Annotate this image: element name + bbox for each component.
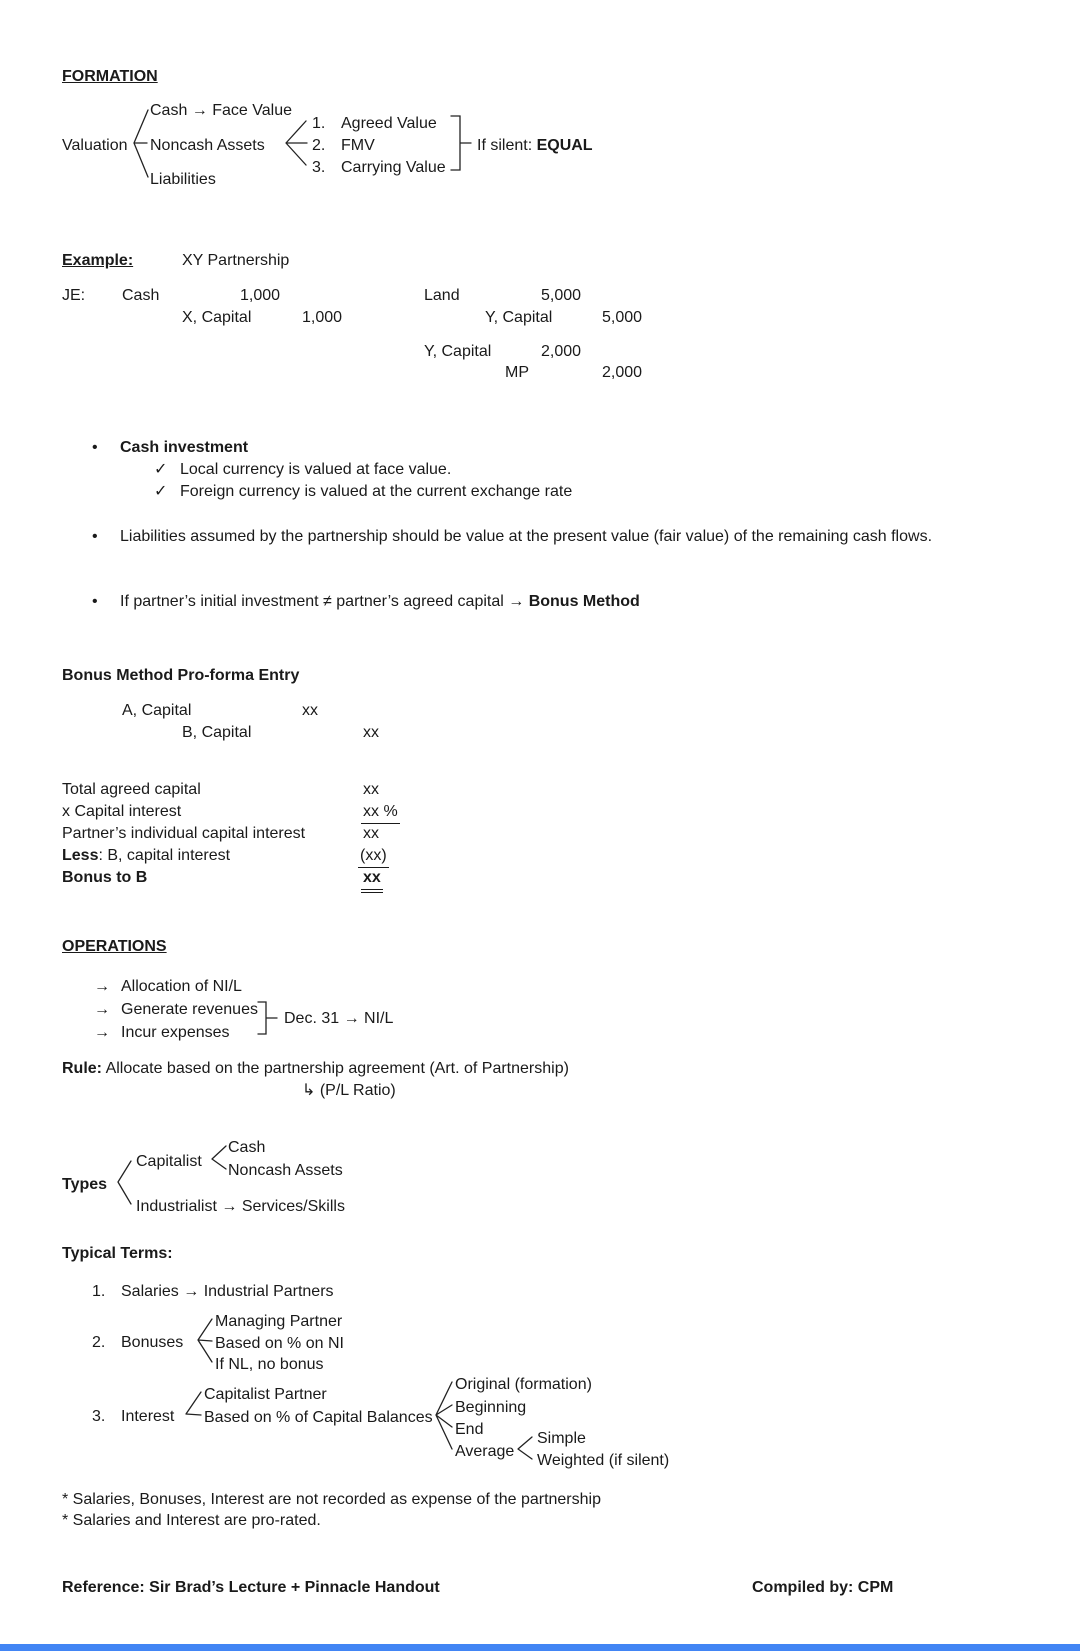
typical-terms-heading: Typical Terms: bbox=[62, 1245, 173, 1262]
schedule-total-label: Bonus to B bbox=[62, 869, 148, 886]
capitalist-item: Cash bbox=[228, 1139, 266, 1156]
valuation-fan-lines bbox=[134, 110, 148, 177]
bonuses-branch: If NL, no bonus bbox=[215, 1356, 324, 1373]
footnote: * Salaries, Bonuses, Interest are not recorded as expense of the partnership bbox=[62, 1491, 601, 1508]
cash-investment-title: Cash investment bbox=[120, 439, 249, 456]
operations-brace-note: Dec. 31 → NI/L bbox=[284, 1010, 394, 1027]
bonus-rule-prefix: If partner’s initial investment ≠ partner’s agreed capital → bbox=[120, 593, 529, 610]
types-fan-lines bbox=[118, 1161, 131, 1204]
noncash-item-text: Agreed Value bbox=[341, 115, 437, 132]
rule-text: Allocate based on the partnership agreement (Art. of Partnership) bbox=[102, 1060, 569, 1077]
balance-option: Original (formation) bbox=[455, 1376, 592, 1393]
average-option: Weighted (if silent) bbox=[537, 1452, 670, 1469]
average-option: Simple bbox=[537, 1430, 586, 1447]
types-industrialist: Industrialist → Services/Skills bbox=[136, 1198, 345, 1215]
je1-debit-account: Cash bbox=[122, 287, 160, 304]
check-icon: ✓ bbox=[154, 461, 168, 478]
term-salaries: Salaries → Industrial Partners bbox=[121, 1283, 334, 1300]
noncash-fan-lines bbox=[286, 121, 307, 165]
je2-debit-account: Land bbox=[424, 287, 460, 304]
valuation-root: Valuation bbox=[62, 137, 128, 154]
balances-fan-lines bbox=[436, 1382, 452, 1449]
formation-heading: FORMATION bbox=[62, 68, 158, 85]
schedule-row-amount: (xx) bbox=[358, 845, 389, 868]
term-bonuses: Bonuses bbox=[121, 1334, 184, 1351]
valuation-noncash-branch: Noncash Assets bbox=[150, 137, 265, 154]
valuation-liabilities-branch: Liabilities bbox=[150, 171, 216, 188]
schedule-row-amount: xx bbox=[363, 825, 379, 842]
je3-debit-amount: 2,000 bbox=[541, 343, 582, 360]
liabilities-note: Liabilities assumed by the partnership should be value at the present value (fair value) of the remaining cash flows. bbox=[120, 528, 933, 545]
operations-item: Allocation of NI/L bbox=[121, 978, 242, 995]
valuation-bracket bbox=[451, 116, 471, 170]
schedule-total-amount: xx bbox=[361, 867, 383, 893]
arrow-icon: → bbox=[94, 1024, 110, 1041]
capitalist-fan-lines bbox=[212, 1146, 226, 1169]
term-number: 2. bbox=[92, 1334, 106, 1351]
bonus-credit-account: B, Capital bbox=[182, 724, 252, 741]
capitalist-item: Noncash Assets bbox=[228, 1162, 343, 1179]
noncash-item-text: Carrying Value bbox=[341, 159, 446, 176]
bullet-icon: • bbox=[92, 528, 98, 545]
silent-note-prefix: If silent: bbox=[477, 137, 537, 154]
je2-credit-amount: 5,000 bbox=[602, 309, 643, 326]
operations-bracket bbox=[258, 1002, 277, 1034]
silent-note bbox=[477, 135, 593, 156]
cash-investment-point: Local currency is valued at face value. bbox=[180, 461, 452, 478]
schedule-row-label: x Capital interest bbox=[62, 803, 182, 820]
less-word: Less bbox=[62, 847, 99, 864]
je-label: JE: bbox=[62, 287, 86, 304]
noncash-item-text: FMV bbox=[341, 137, 375, 154]
bonus-credit-amount: xx bbox=[363, 724, 379, 741]
rule-sub-note: ↳ (P/L Ratio) bbox=[302, 1082, 396, 1099]
term-interest: Interest bbox=[121, 1408, 175, 1425]
bonuses-branch: Based on % on NI bbox=[215, 1335, 344, 1352]
cash-investment-point: Foreign currency is valued at the current exchange rate bbox=[180, 483, 573, 500]
footer-compiled-by: Compiled by: CPM bbox=[752, 1579, 894, 1596]
rule-label: Rule: bbox=[62, 1060, 102, 1077]
bonuses-fan-lines bbox=[198, 1319, 212, 1362]
arrow-icon: → bbox=[94, 1001, 110, 1018]
noncash-item-num: 1. bbox=[312, 115, 326, 132]
noncash-item-num: 3. bbox=[312, 159, 326, 176]
operations-item: Generate revenues bbox=[121, 1001, 258, 1018]
less-rest: : B, capital interest bbox=[98, 847, 231, 864]
interest-branch: Based on % of Capital Balances bbox=[204, 1409, 433, 1426]
check-icon: ✓ bbox=[154, 483, 168, 500]
average-fan-lines bbox=[518, 1437, 532, 1459]
schedule-row-amount: xx % bbox=[361, 801, 400, 824]
example-name: XY Partnership bbox=[182, 252, 290, 269]
operations-item: Incur expenses bbox=[121, 1024, 230, 1041]
bonus-rule-line bbox=[120, 591, 640, 612]
je2-debit-amount: 5,000 bbox=[541, 287, 582, 304]
je1-credit-account: X, Capital bbox=[182, 309, 252, 326]
interest-fan-lines bbox=[186, 1392, 201, 1415]
je3-credit-amount: 2,000 bbox=[602, 364, 643, 381]
balance-option: End bbox=[455, 1421, 484, 1438]
footnote: * Salaries and Interest are pro-rated. bbox=[62, 1512, 321, 1529]
je2-credit-account: Y, Capital bbox=[485, 309, 553, 326]
noncash-item-num: 2. bbox=[312, 137, 326, 154]
term-number: 1. bbox=[92, 1283, 106, 1300]
je3-credit-account: MP bbox=[505, 364, 529, 381]
je3-debit-account: Y, Capital bbox=[424, 343, 492, 360]
silent-note-value: EQUAL bbox=[536, 137, 593, 154]
bonus-debit-account: A, Capital bbox=[122, 702, 192, 719]
valuation-cash-branch: Cash → Face Value bbox=[150, 102, 292, 119]
je1-debit-amount: 1,000 bbox=[240, 287, 281, 304]
bottom-accent-bar bbox=[0, 1644, 1080, 1651]
balance-option: Average bbox=[455, 1443, 515, 1460]
schedule-row-amount: xx bbox=[363, 781, 379, 798]
rule-line bbox=[62, 1058, 569, 1079]
schedule-row-label bbox=[62, 845, 230, 866]
operations-heading: OPERATIONS bbox=[62, 938, 167, 955]
footer-reference: Reference: Sir Brad’s Lecture + Pinnacle Handout bbox=[62, 1579, 440, 1596]
bullet-icon: • bbox=[92, 593, 98, 610]
bonus-rule-term: Bonus Method bbox=[528, 593, 640, 610]
term-number: 3. bbox=[92, 1408, 106, 1425]
interest-branch: Capitalist Partner bbox=[204, 1386, 327, 1403]
arrow-icon: → bbox=[94, 978, 110, 995]
types-capitalist: Capitalist bbox=[136, 1153, 202, 1170]
balance-option: Beginning bbox=[455, 1399, 527, 1416]
je1-credit-amount: 1,000 bbox=[302, 309, 343, 326]
bullet-icon: • bbox=[92, 439, 98, 456]
schedule-row-label: Partner’s individual capital interest bbox=[62, 825, 306, 842]
schedule-row-label: Total agreed capital bbox=[62, 781, 201, 798]
types-label: Types bbox=[62, 1176, 108, 1193]
bonus-method-heading: Bonus Method Pro-forma Entry bbox=[62, 667, 300, 684]
bonuses-branch: Managing Partner bbox=[215, 1313, 343, 1330]
example-label: Example: bbox=[62, 252, 134, 269]
bonus-debit-amount: xx bbox=[302, 702, 318, 719]
